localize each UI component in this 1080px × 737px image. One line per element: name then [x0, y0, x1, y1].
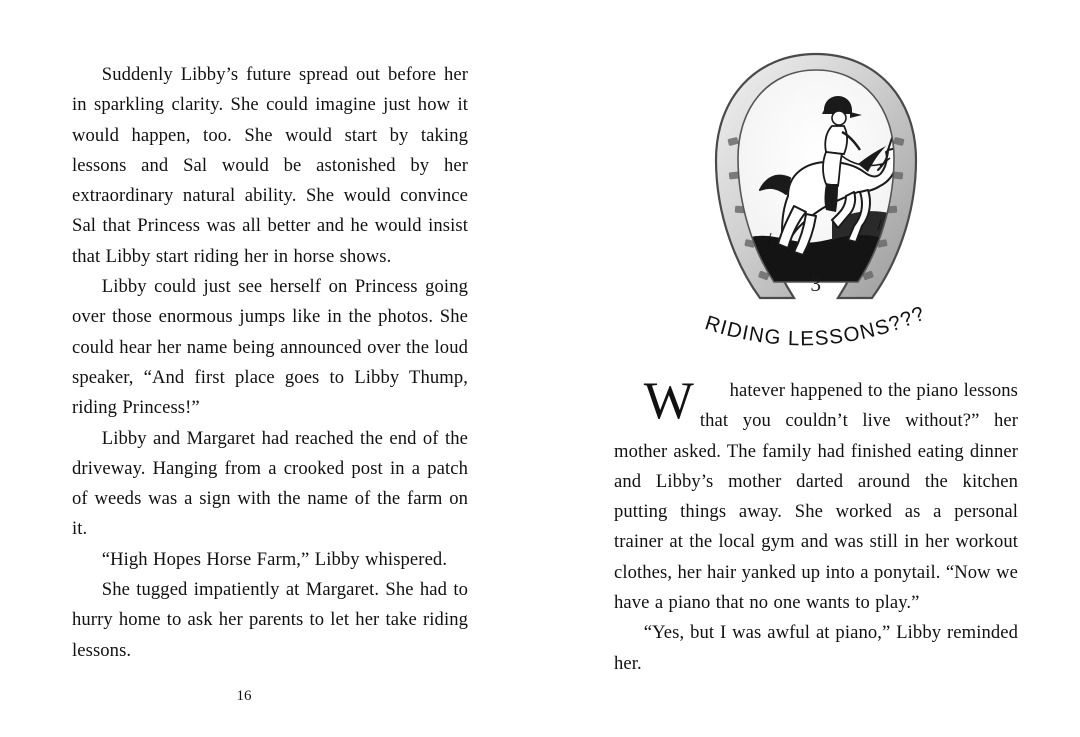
paragraph: Libby could just see herself on Princess going over those enormous jumps like in the photos. She could hear her name being announced over the loud speaker, “And first place goes to Libby Thump, riding Princess!” — [72, 276, 468, 419]
paragraph: Suddenly Libby’s future spread out before her in sparkling clarity. She could imagine just how it would happen, too. She would start by taking lessons and Sal would be astonished by her extraordinary natural ability. She would convince Sal that Princess was all better and he would insist that Libby start riding her in horse shows. — [72, 64, 468, 267]
right-page-body — [614, 372, 1018, 679]
page-folio — [0, 688, 540, 705]
svg-text:RIDING LESSONS??? — [702, 302, 929, 350]
page-number: 16 — [236, 688, 252, 704]
paragraph: “High Hopes Horse Farm,” Libby whispered. — [101, 548, 448, 570]
right-page — [540, 0, 1080, 737]
paragraph: She tugged impatiently at Margaret. She had to hurry home to ask her parents to let her take riding lessons. — [72, 579, 468, 661]
chapter-number: 3 — [810, 272, 822, 296]
left-page-body — [72, 60, 468, 666]
chapter-opening-paragraph — [614, 372, 1018, 618]
paragraph: Libby and Margaret had reached the end of the driveway. Hanging from a crooked post in a patch of weeds was a sign with the name of the farm on it. — [72, 427, 468, 540]
chapter-opener-illustration — [646, 40, 986, 370]
opening-paragraph-text: hatever happened to the piano lessons that you couldn’t live without?” her mother asked. The family had finished eating dinner and Libby’s mother darted around the kitchen putting things away. She worked as a personal trainer at the local gym and was still in her workout clothes, her hair yanked up into a ponytail. “Now we have a piano that no one wants to play.” — [614, 380, 1018, 614]
chapter-title — [646, 302, 986, 372]
paragraph: “Yes, but I was awful at piano,” Libby reminded her. — [614, 622, 1018, 674]
chapter-title-text: RIDING LESSONS??? — [702, 302, 929, 351]
drop-cap: W — [643, 372, 694, 430]
